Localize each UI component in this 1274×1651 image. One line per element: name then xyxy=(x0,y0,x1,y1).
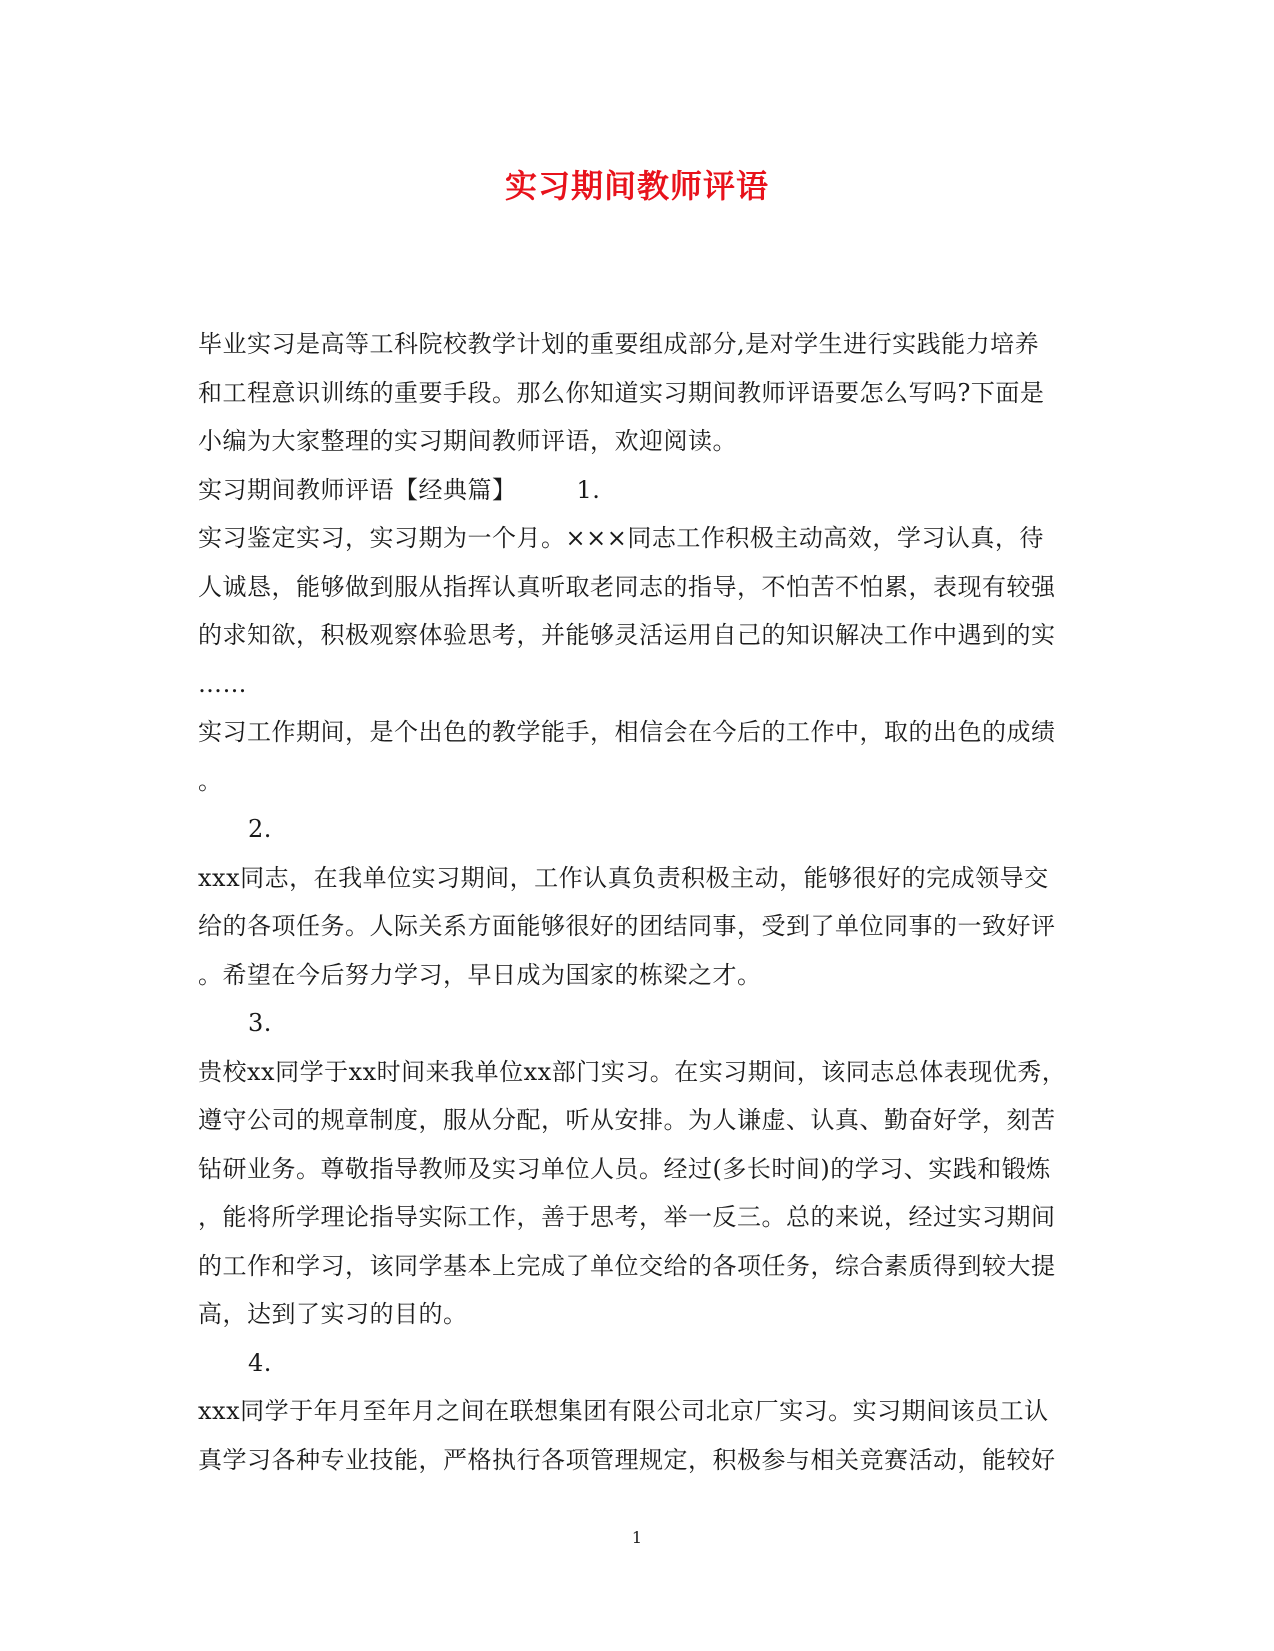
item-number: 2. xyxy=(248,815,272,843)
paragraph-line: 。 xyxy=(198,766,223,795)
paragraph-line: 贵校xx同学于xx时间来我单位xx部门实习。在实习期间，该同志总体表现优秀， xyxy=(198,1057,1067,1086)
document-body xyxy=(198,320,1078,1484)
paragraph-line: 给的各项任务。人际关系方面能够很好的团结同事，受到了单位同事的一致好评 xyxy=(198,912,1056,940)
paragraph-line: 高，达到了实习的目的。 xyxy=(198,1300,468,1328)
paragraph-line: 。希望在今后努力学习，早日成为国家的栋梁之才。 xyxy=(198,960,762,989)
paragraph-line: ，能将所学理论指导实际工作，善于思考，举一反三。总的来说，经过实习期间 xyxy=(198,1203,1056,1231)
ellipsis-line: …… xyxy=(198,669,247,698)
paragraph-line: 毕业实习是高等工科院校教学计划的重要组成部分,是对学生进行实践能力培养 xyxy=(198,330,1040,358)
paragraph-line: xxx同学于年月至年月之间在联想集团有限公司北京厂实习。实习期间该员工认 xyxy=(198,1397,1049,1425)
paragraph-line: 实习工作期间，是个出色的教学能手，相信会在今后的工作中，取的出色的成绩 xyxy=(198,718,1056,746)
paragraph-line: 钻研业务。尊敬指导教师及实习单位人员。经过(多长时间)的学习、实践和锻炼 xyxy=(198,1154,1051,1183)
section-heading: 实习期间教师评语【经典篇】 xyxy=(198,475,517,504)
paragraph-line: 遵守公司的规章制度，服从分配，听从安排。为人谦虚、认真、勤奋好学，刻苦 xyxy=(198,1106,1056,1134)
document-title: 实习期间教师评语 xyxy=(504,167,769,205)
paragraph-line: 实习鉴定实习，实习期为一个月。×××同志工作积极主动高效，学习认真，待 xyxy=(198,524,1044,552)
paragraph-line: 和工程意识训练的重要手段。那么你知道实习期间教师评语要怎么写吗?下面是 xyxy=(198,378,1045,407)
paragraph-line: 真学习各种专业技能，严格执行各项管理规定，积极参与相关竞赛活动，能较好 xyxy=(198,1445,1056,1474)
item-number: 3. xyxy=(248,1009,272,1037)
item-number: 4. xyxy=(248,1348,272,1377)
section-heading-line xyxy=(198,466,1078,515)
page-number: 1 xyxy=(631,1528,643,1547)
section-number: 1. xyxy=(576,475,601,504)
paragraph-line: 人诚恳，能够做到服从指挥认真听取老同志的指导，不怕苦不怕累，表现有较强 xyxy=(198,572,1056,601)
paragraph-line: 的求知欲，积极观察体验思考，并能够灵活运用自己的知识解决工作中遇到的实 xyxy=(198,621,1056,649)
paragraph-line: 的工作和学习，该同学基本上完成了单位交给的各项任务，综合素质得到较大提 xyxy=(198,1251,1056,1280)
paragraph-line: 小编为大家整理的实习期间教师评语，欢迎阅读。 xyxy=(198,427,737,455)
paragraph-line: xxx同志，在我单位实习期间，工作认真负责积极主动，能够很好的完成领导交 xyxy=(198,863,1049,892)
